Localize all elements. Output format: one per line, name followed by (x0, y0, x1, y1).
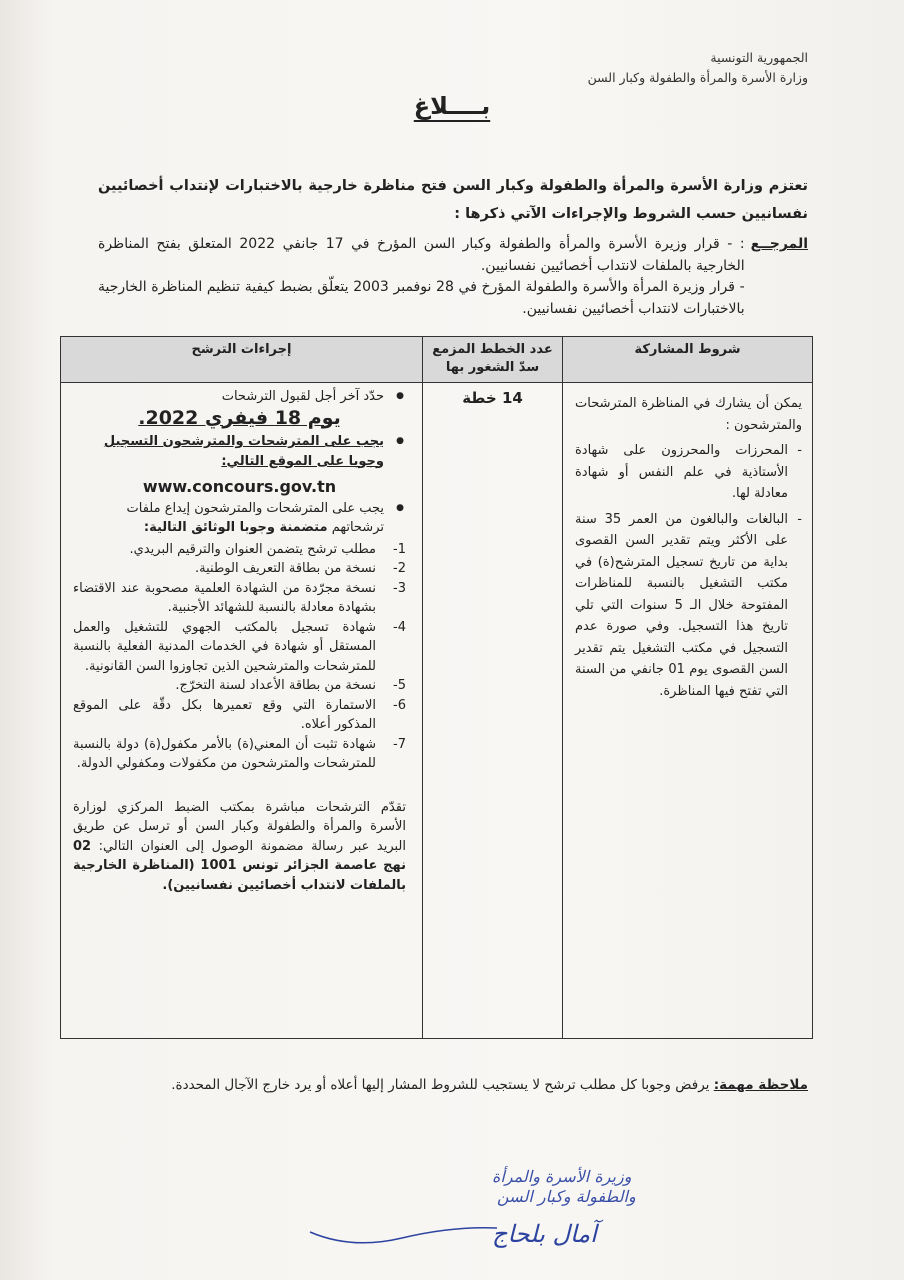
document-title: بــــلاغ (413, 92, 491, 120)
letterhead (588, 48, 808, 88)
document-item: -2 نسخة من بطاقة التعريف الوطنية. (195, 561, 406, 576)
header-procedures: إجراءات الترشح (61, 337, 423, 383)
condition-item: - المحرزات والمحرزون على شهادة الأستاذية في علم النفس أو شهادة معادلة لها. (575, 440, 802, 505)
header-conditions: شروط المشاركة (563, 337, 813, 383)
deposit-instructions: تقدّم الترشحات مباشرة بمكتب الضبط المركزي لوزارة الأسرة والمرأة والطفولة وكبار السن أو ترسل عن طريق البريد عبر رسالة مضمونة الوصول إلى العنوان التالي: 02 نهج عاصمة الجزائر تونس 1001 (المناظرة الخارجية بالملفات لانتداب أخصائيين نفسانيين). (73, 799, 407, 893)
required-documents-list (73, 540, 406, 774)
document-item: -1 مطلب ترشح يتضمن العنوان والترقيم البريدي. (129, 541, 406, 557)
intro-paragraph: تعتزم وزارة الأسرة والمرأة والطفولة وكبار السن فتح مناظرة خارجية بالاختبارات لإنتداب أخصائيين نفسانيين حسب الشروط والإجراءات الآتي ذكرها : (98, 178, 808, 222)
conditions-table (60, 336, 813, 1039)
note-label: ملاحظة مهمة: (713, 1077, 808, 1093)
document-item: -5 نسخة من بطاقة الأعداد لسنة التخرّج. (175, 678, 406, 693)
note-text: يرفض وجوبا كل مطلب ترشح لا يستجيب للشروط المشار إليها أعلاه أو يرد خارج الآجال المحددة. (171, 1077, 710, 1093)
website-link[interactable]: www.concours.gov.tn (142, 477, 337, 496)
signature-stroke (310, 1228, 497, 1243)
signature: آمال بلحاج (492, 1220, 597, 1248)
stamp-line-1: وزيرة الأسرة والمرأة (492, 1167, 632, 1186)
conditions-intro: يمكن أن يشارك في المناظرة المترشحات والمترشحون : (575, 396, 802, 433)
document-item: -4 شهادة تسجيل بالمكتب الجهوي للتشغيل والعمل المستقل أو شهادة في الخدمات المدنية الفعلية بالنسبة للمترشحات والمترشحين الذين تجاوزوا السن القانونية. (73, 619, 406, 674)
document-item: -7 شهادة تثبت أن المعني(ة) بالأمر مكفول(ة) دولة بالنسبة للمترشحات والمترشحون من مكفولات ومكفولي الدولة. (73, 736, 406, 771)
reference-item: - قرار وزيرة المرأة والأسرة والطفولة المؤرخ في 28 نوفمبر 2003 يتعلّق بضبط كيفية تنظيم المناظرة الخارجية بالاختبارات لانتداب أخصائيين نفسانيين. (98, 279, 745, 317)
positions-count: 14 خطة (423, 383, 563, 1039)
republic-name: الجمهورية التونسية (710, 50, 808, 65)
registration-requirement: ● يجب على المترشحات والمترشحون التسجيل وجوبا على الموقع التالي: (73, 432, 406, 471)
references-label: المرجــع (750, 236, 808, 252)
ministry-name: وزارة الأسرة والمرأة والطفولة وكبار السن (587, 70, 808, 85)
references-block (98, 234, 808, 320)
conditions-cell (563, 383, 813, 1039)
documents-intro-emphasis: متضمنة وجوبا الوثائق التالية: (143, 520, 328, 535)
header-count: عدد الخطط المزمع سدّ الشغور بها (423, 337, 563, 383)
deposit-address: 02 نهج عاصمة الجزائر تونس 1001 (المناظرة الخارجية بالملفات لانتداب أخصائيين نفسانيين). (73, 838, 407, 893)
document-item: -3 نسخة مجرّدة من الشهادة العلمية مصحوبة عند الاقتضاء بشهادة معادلة بالنسبة للشهائد الأجنبية. (73, 580, 406, 615)
procedures-cell (61, 383, 423, 1039)
official-stamp-signature (292, 1158, 636, 1258)
condition-item: - البالغات والبالغون من العمر 35 سنة على الأكثر ويتم تقدير السن القصوى بداية من تاريخ تسجيل المترشح(ة) في مكتب التشغيل بالنسبة للمناظرات المفتوحة خلال الـ 5 سنوات التي تلي تاريخ هذا التسجيل. وفي صورة عدم التسجيل في مكتب التشغيل يتم تقدير السن القصوى يوم 01 جانفي من السنة التي تفتح فيها المناظرة. (575, 509, 802, 703)
important-note (98, 1074, 808, 1096)
reference-item: : - قرار وزيرة الأسرة والمرأة والطفولة وكبار السن المؤرخ في 17 جانفي 2022 المتعلق بفتح المناظرة الخارجية بالملفات لانتداب أخصائيين نفسانيين. (98, 236, 745, 274)
document-item: -6 الاستمارة التي وقع تعميرها بكل دقّة على الموقع المذكور أعلاه. (73, 697, 406, 732)
stamp-line-2: والطفولة وكبار السن (497, 1187, 636, 1206)
deadline-date: يوم 18 فيفري 2022. (138, 406, 341, 429)
deadline-label: ● حدّد آخر أجل لقبول الترشحات (73, 387, 406, 407)
documents-intro: ● يجب على المترشحات والمترشحون إيداع ملفات ترشحاتهم متضمنة وجوبا الوثائق التالية: (73, 499, 406, 538)
